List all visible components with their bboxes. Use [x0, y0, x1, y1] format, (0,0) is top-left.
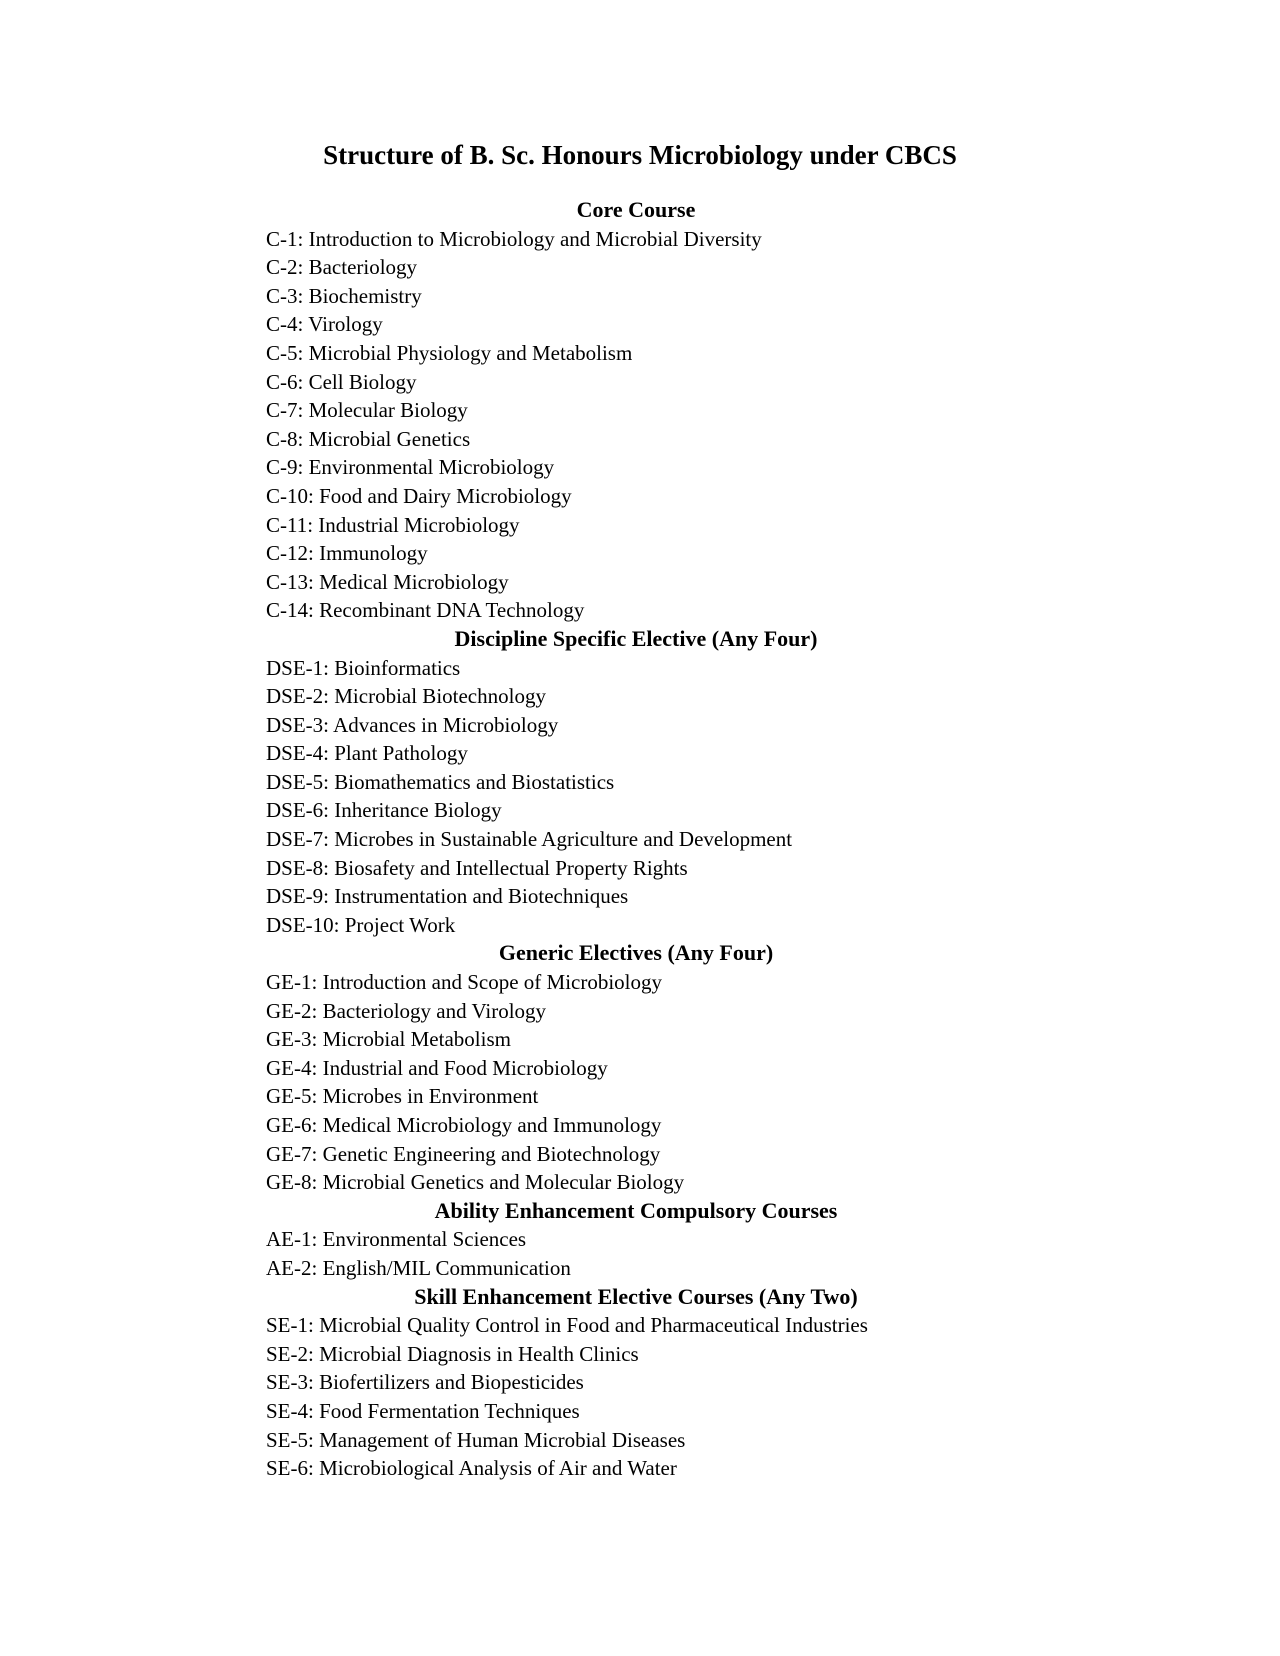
course-item: SE-6: Microbiological Analysis of Air and Water: [266, 1456, 677, 1481]
course-item: DSE-8: Biosafety and Intellectual Property Rights: [266, 855, 688, 880]
section-skill-enhancement: [266, 1283, 1046, 1483]
course-list: [266, 225, 1046, 625]
course-item: DSE-9: Instrumentation and Biotechniques: [266, 884, 629, 909]
section-generic-electives: [266, 939, 1046, 1196]
course-item: C-11: Industrial Microbiology: [266, 512, 520, 537]
course-item: DSE-7: Microbes in Sustainable Agriculture and Development: [266, 827, 793, 852]
course-item: SE-3: Biofertilizers and Biopesticides: [266, 1370, 584, 1395]
section-heading: Skill Enhancement Elective Courses (Any Two): [414, 1283, 858, 1309]
course-structure: [266, 196, 1046, 1483]
course-item: C-9: Environmental Microbiology: [266, 455, 555, 480]
course-item: GE-1: Introduction and Scope of Microbiology: [266, 970, 663, 995]
course-item: GE-2: Bacteriology and Virology: [266, 998, 547, 1023]
course-list: [266, 1311, 1046, 1483]
course-item: GE-7: Genetic Engineering and Biotechnology: [266, 1141, 661, 1166]
course-item: GE-8: Microbial Genetics and Molecular Biology: [266, 1170, 685, 1195]
section-discipline-specific-elective: [266, 625, 1046, 940]
section-heading: Ability Enhancement Compulsory Courses: [434, 1197, 838, 1223]
page-title: Structure of B. Sc. Honours Microbiology under CBCS: [323, 140, 957, 170]
course-item: DSE-2: Microbial Biotechnology: [266, 684, 546, 709]
course-item: C-6: Cell Biology: [266, 369, 417, 394]
course-item: SE-4: Food Fermentation Techniques: [266, 1398, 580, 1423]
course-item: DSE-5: Biomathematics and Biostatistics: [266, 769, 615, 794]
course-item: AE-2: English/MIL Communication: [266, 1255, 571, 1280]
course-item: C-10: Food and Dairy Microbiology: [266, 483, 572, 508]
course-item: DSE-6: Inheritance Biology: [266, 798, 502, 823]
course-item: AE-1: Environmental Sciences: [266, 1227, 527, 1252]
course-item: C-3: Biochemistry: [266, 283, 422, 308]
course-list: [266, 654, 1046, 940]
course-list: [266, 968, 1046, 1197]
section-heading: Generic Electives (Any Four): [498, 940, 774, 966]
course-item: GE-3: Microbial Metabolism: [266, 1027, 511, 1052]
course-item: DSE-4: Plant Pathology: [266, 741, 468, 766]
course-item: SE-5: Management of Human Microbial Diseases: [266, 1427, 686, 1452]
section-ability-enhancement: [266, 1197, 1046, 1283]
course-item: SE-1: Microbial Quality Control in Food and Pharmaceutical Industries: [266, 1313, 868, 1338]
course-item: DSE-1: Bioinformatics: [266, 655, 461, 680]
course-item: DSE-3: Advances in Microbiology: [266, 712, 559, 737]
course-item: C-13: Medical Microbiology: [266, 569, 509, 594]
course-item: C-14: Recombinant DNA Technology: [266, 598, 585, 623]
section-core-course: [266, 196, 1046, 625]
course-item: C-4: Virology: [266, 312, 383, 337]
course-list: [266, 1225, 1046, 1282]
section-heading: Core Course: [576, 197, 696, 222]
course-item: GE-5: Microbes in Environment: [266, 1084, 539, 1109]
section-heading: Discipline Specific Elective (Any Four): [454, 625, 818, 651]
course-item: DSE-10: Project Work: [266, 912, 456, 937]
course-item: C-1: Introduction to Microbiology and Microbial Diversity: [266, 226, 762, 251]
course-item: C-8: Microbial Genetics: [266, 426, 471, 451]
course-item: SE-2: Microbial Diagnosis in Health Clinics: [266, 1341, 639, 1366]
course-item: GE-6: Medical Microbiology and Immunology: [266, 1113, 662, 1137]
course-item: C-2: Bacteriology: [266, 255, 418, 280]
course-item: C-12: Immunology: [266, 541, 428, 566]
course-item: C-5: Microbial Physiology and Metabolism: [266, 340, 633, 365]
course-item: GE-4: Industrial and Food Microbiology: [266, 1055, 608, 1080]
course-item: C-7: Molecular Biology: [266, 398, 468, 423]
